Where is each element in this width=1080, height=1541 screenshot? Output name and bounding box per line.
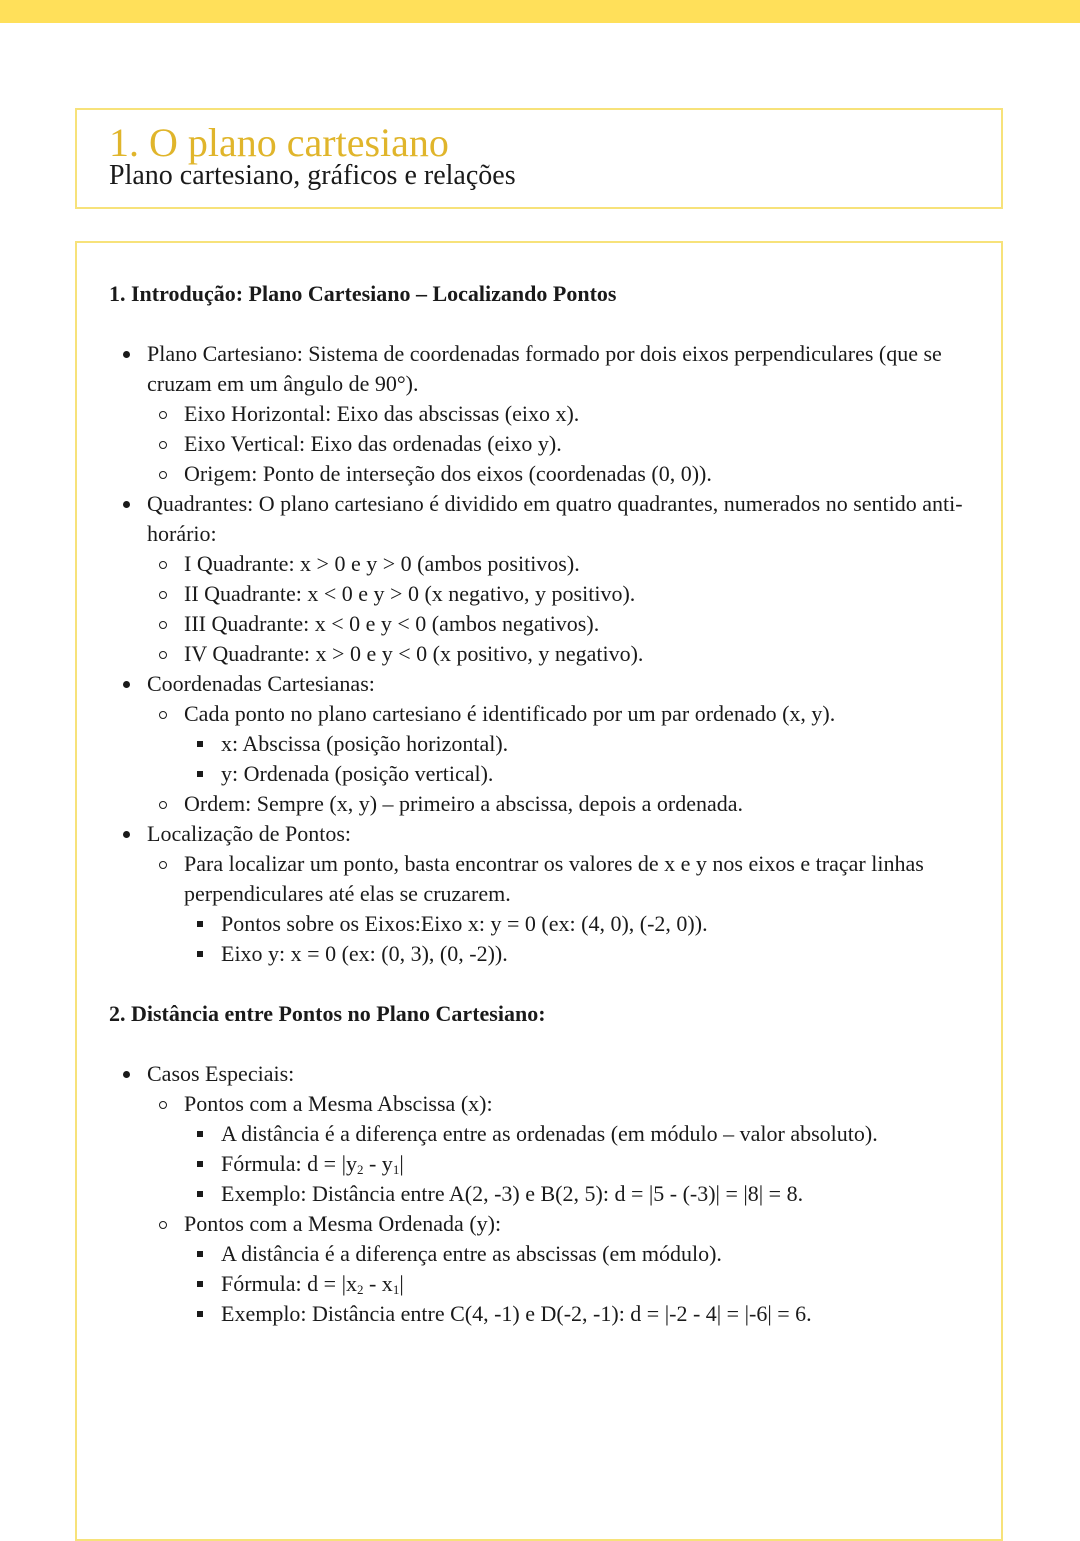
list-item-text: Ordem: Sempre (x, y) – primeiro a abscissa, depois a ordenada. bbox=[184, 791, 743, 816]
list-item-text: Localização de Pontos: bbox=[147, 821, 352, 846]
page-title: 1. O plano cartesiano bbox=[109, 120, 449, 165]
sub-list bbox=[147, 1089, 969, 1329]
bullet-circle-icon bbox=[159, 471, 167, 479]
list-item-text: Exemplo: Distância entre C(4, -1) e D(-2, -1): d = |-2 - 4| = |-6| = 6. bbox=[221, 1301, 812, 1326]
list-item-text: Pontos sobre os Eixos:Eixo x: y = 0 (ex: (4, 0), (-2, 0)). bbox=[221, 911, 708, 936]
list-item-text: Quadrantes: O plano cartesiano é dividido em quatro quadrantes, numerados no sentido anti-horário: bbox=[147, 491, 963, 546]
bullet-square-icon bbox=[197, 1191, 203, 1197]
bullet-circle-icon bbox=[159, 441, 167, 449]
list-item-casos-especiais bbox=[109, 1059, 969, 1329]
list-item-text: Origem: Ponto de interseção dos eixos (coordenadas (0, 0)). bbox=[184, 461, 712, 486]
list-item-quadrante-3 bbox=[147, 609, 969, 639]
list-item-formula bbox=[184, 1269, 969, 1299]
bullet-circle-icon bbox=[159, 711, 167, 719]
sub-sub-list bbox=[184, 729, 969, 789]
list-item-text: Exemplo: Distância entre A(2, -3) e B(2, 5): d = |5 - (-3)| = |8| = 8. bbox=[221, 1181, 804, 1206]
bullet-circle-icon bbox=[159, 621, 167, 629]
list-item-text: Pontos com a Mesma Abscissa (x): bbox=[184, 1091, 493, 1116]
list-item-eixo-horizontal bbox=[147, 399, 969, 429]
list-item-ordenada bbox=[184, 759, 969, 789]
list-item-abscissa bbox=[184, 729, 969, 759]
list-item-text: II Quadrante: x < 0 e y > 0 (x negativo, y positivo). bbox=[184, 581, 636, 606]
bullet-square-icon bbox=[197, 921, 203, 927]
list-item-localizacao bbox=[109, 819, 969, 969]
list-item-exemplo bbox=[184, 1179, 969, 1209]
list-item-origem bbox=[147, 459, 969, 489]
bullet-circle-icon bbox=[159, 1101, 167, 1109]
list-item-text: Casos Especiais: bbox=[147, 1061, 295, 1086]
top-accent-bar bbox=[0, 0, 1080, 23]
bullet-disc-icon bbox=[123, 501, 130, 508]
bullet-circle-icon bbox=[159, 1221, 167, 1229]
bullet-square-icon bbox=[197, 1161, 203, 1167]
list-item-quadrante-2 bbox=[147, 579, 969, 609]
bullet-circle-icon bbox=[159, 651, 167, 659]
sub-list bbox=[147, 399, 969, 489]
formula-text: Fórmula: $d = |x_2 - x_1|$ bbox=[221, 1271, 404, 1297]
list-item-text: A distância é a diferença entre as abscissas (em módulo). bbox=[221, 1241, 722, 1266]
list-item-ordem bbox=[147, 789, 969, 819]
list-item-eixo-y bbox=[184, 939, 969, 969]
sub-list bbox=[147, 849, 969, 969]
list-item-mesma-ordenada bbox=[147, 1209, 969, 1329]
bullet-square-icon bbox=[197, 1131, 203, 1137]
bullet-circle-icon bbox=[159, 801, 167, 809]
list-item-text: Eixo Horizontal: Eixo das abscissas (eixo x). bbox=[184, 401, 580, 426]
sub-sub-list bbox=[184, 1239, 969, 1329]
formula-text: Fórmula: $d = |y_2 - y_1|$ bbox=[221, 1151, 404, 1177]
list-item-text: Cada ponto no plano cartesiano é identificado por um par ordenado (x, y). bbox=[184, 701, 836, 726]
page-subtitle: Plano cartesiano, gráficos e relações bbox=[109, 160, 516, 191]
bullet-square-icon bbox=[197, 741, 203, 747]
list-item-text: Pontos com a Mesma Ordenada (y): bbox=[184, 1211, 502, 1236]
content-card bbox=[75, 241, 1003, 1541]
list-item-descricao bbox=[184, 1239, 969, 1269]
list-item-text: Plano Cartesiano: Sistema de coordenadas formado por dois eixos perpendiculares (que se cruzam em um ângulo de 90°). bbox=[147, 341, 942, 396]
list-item-mesma-abscissa bbox=[147, 1089, 969, 1209]
distance-list bbox=[109, 1059, 969, 1329]
list-item-text: Eixo Vertical: Eixo das ordenadas (eixo y). bbox=[184, 431, 562, 456]
list-item-quadrante-4 bbox=[147, 639, 969, 669]
content-body bbox=[109, 279, 969, 1329]
bullet-circle-icon bbox=[159, 561, 167, 569]
bullet-disc-icon bbox=[123, 1071, 130, 1078]
bullet-square-icon bbox=[197, 951, 203, 957]
bullet-square-icon bbox=[197, 1311, 203, 1317]
list-item-localizar-ponto bbox=[147, 849, 969, 969]
list-item-text: A distância é a diferença entre as ordenadas (em módulo – valor absoluto). bbox=[221, 1121, 878, 1146]
list-item-quadrante-1 bbox=[147, 549, 969, 579]
list-item-text: Para localizar um ponto, basta encontrar os valores de x e y nos eixos e traçar linhas perpendiculares até elas se cruzarem. bbox=[184, 851, 924, 906]
bullet-circle-icon bbox=[159, 591, 167, 599]
bullet-square-icon bbox=[197, 1251, 203, 1257]
bullet-circle-icon bbox=[159, 411, 167, 419]
sub-list bbox=[147, 549, 969, 669]
list-item-eixo-vertical bbox=[147, 429, 969, 459]
bullet-disc-icon bbox=[123, 831, 130, 838]
section-heading-intro: 1. Introdução: Plano Cartesiano – Localizando Pontos bbox=[109, 281, 617, 306]
list-item-coordenadas bbox=[109, 669, 969, 819]
list-item-text: I Quadrante: x > 0 e y > 0 (ambos positivos). bbox=[184, 551, 580, 576]
section-heading-distancia: 2. Distância entre Pontos no Plano Cartesiano: bbox=[109, 1001, 546, 1026]
list-item-quadrantes bbox=[109, 489, 969, 669]
bullet-square-icon bbox=[197, 771, 203, 777]
sub-sub-list bbox=[184, 1119, 969, 1209]
list-item-descricao bbox=[184, 1119, 969, 1149]
list-item-text: Eixo y: x = 0 (ex: (0, 3), (0, -2)). bbox=[221, 941, 508, 966]
list-item-eixo-x bbox=[184, 909, 969, 939]
list-item-text: Coordenadas Cartesianas: bbox=[147, 671, 375, 696]
bullet-circle-icon bbox=[159, 861, 167, 869]
list-item-text: III Quadrante: x < 0 e y < 0 (ambos negativos). bbox=[184, 611, 600, 636]
bullet-square-icon bbox=[197, 1281, 203, 1287]
list-item-text: IV Quadrante: x > 0 e y < 0 (x positivo, y negativo). bbox=[184, 641, 644, 666]
list-item-text: y: Ordenada (posição vertical). bbox=[221, 761, 494, 786]
list-item-text: x: Abscissa (posição horizontal). bbox=[221, 731, 509, 756]
bullet-disc-icon bbox=[123, 681, 130, 688]
sub-list bbox=[147, 699, 969, 819]
title-card bbox=[75, 108, 1003, 209]
list-item-exemplo bbox=[184, 1299, 969, 1329]
sub-sub-list bbox=[184, 909, 969, 969]
bullet-disc-icon bbox=[123, 351, 130, 358]
list-item-formula bbox=[184, 1149, 969, 1179]
intro-list bbox=[109, 339, 969, 969]
list-item-plano-cartesiano bbox=[109, 339, 969, 489]
list-item-par-ordenado bbox=[147, 699, 969, 789]
